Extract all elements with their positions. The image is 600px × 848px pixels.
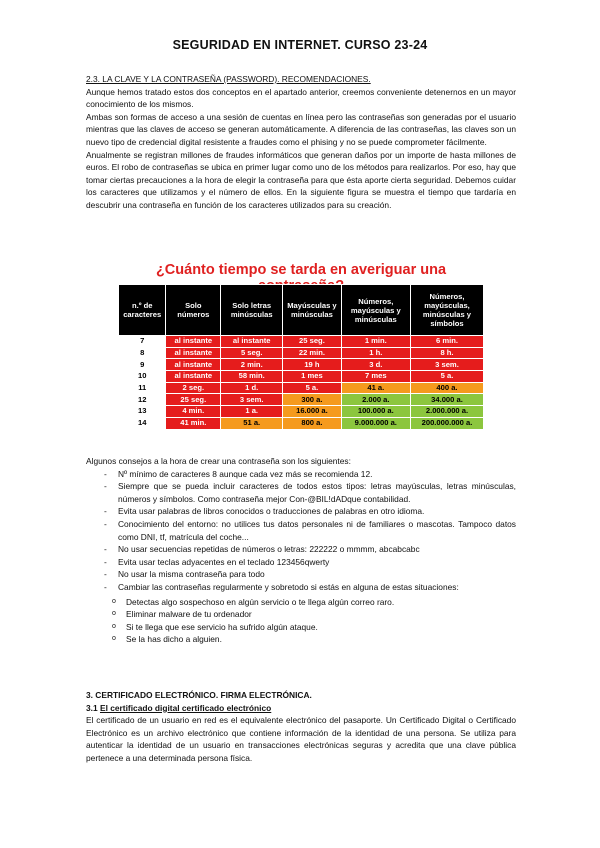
table-cell-time: 400 a.	[410, 382, 483, 394]
table-cell-chars: 9	[119, 359, 166, 371]
table-cell-chars: 11	[119, 382, 166, 394]
tip-item: - Nº mínimo de caracteres 8 aunque cada vez más se recomienda 12.	[86, 468, 516, 481]
col-header-lowercase: Solo letras minúsculas	[221, 285, 283, 336]
tip-item: - Conocimiento del entorno: no utilices tus datos personales ni de familiares o mascotas. Tampoco datos como DNI, tf, matrícula del coche...	[86, 518, 516, 543]
table-cell-chars: 12	[119, 394, 166, 406]
table-row	[119, 359, 484, 371]
table-row	[119, 336, 484, 348]
table-cell-time: 1 h.	[341, 347, 410, 359]
certificate-paragraph: El certificado de un usuario en red es el equivalente electrónico del pasaporte. Un Certificado Digital o Certificado Electrónico es un archivo electrónico que contiene información de la identidad de una persona. Se utiliza para autenticar la identidad de un usuario en transacciones electrónicas seguras y acredita que una clave pública pertenece a una determinada persona física.	[86, 715, 516, 763]
table-cell-time: 300 a.	[283, 394, 341, 406]
situation-item: o Eliminar malware de tu ordenador	[86, 608, 516, 621]
paragraph-2: Ambas son formas de acceso a una sesión de cuentas en línea pero las contraseñas son generadas por el usuario mientras que las claves de acceso se generan automáticamente. A diferencia de las contraseñas, las claves son un nuevo tipo de credencial digital resistente a fraudes como el phising y no se puede comprometer fácilmente.	[86, 111, 516, 147]
table-cell-time: 5 a.	[410, 371, 483, 383]
tip-item: - Siempre que se pueda incluir caracteres de todos estos tipos: letras mayúsculas, letras minúsculas, números y símbolos. Como contraseña mejor Con-@BIL!dADque contabilidad.	[86, 480, 516, 505]
table-row	[119, 417, 484, 429]
table-cell-time: 16.000 a.	[283, 406, 341, 418]
tip-item: - No usar secuencias repetidas de números o letras: 222222 o mmmm, abcabcabc	[86, 543, 516, 556]
table-cell-time: 25 seg.	[283, 336, 341, 348]
section-3-1-title: El certificado digital certificado electrónico	[99, 702, 272, 713]
table-cell-chars: 13	[119, 406, 166, 418]
table-cell-time: 3 d.	[341, 359, 410, 371]
table-cell-time: al instante	[166, 336, 221, 348]
table-cell-time: 800 a.	[283, 417, 341, 429]
col-header-alnum-symbols: Números, mayúsculas, minúsculas y símbolos	[410, 285, 483, 336]
paragraph-3: Anualmente se registran millones de fraudes informáticos que generan daños por un importe de hasta millones de euros. El robo de contraseñas se ubica en primer lugar como uno de los métodos para realizarlos. Por eso, hay que tomar ciertas precauciones a la hora de elegir la contraseña para que ésta aporte cierta seguridad. Debemos cuidar los caracteres que utilizamos y el número de ellos. En la siguiente figura se muestra el tiempo que tardaría en descubrir una contraseña en función de los caracteres utilizados para su creación.	[86, 149, 516, 210]
table-cell-time: 34.000 a.	[410, 394, 483, 406]
section-3-1-heading	[86, 702, 516, 715]
section-2-3	[86, 73, 516, 212]
situation-item: o Si te llega que ese servicio ha sufrido algún ataque.	[86, 621, 516, 634]
col-header-alnum: Números, mayúsculas y minúsculas	[341, 285, 410, 336]
section-2-3-heading: 2.3. LA CLAVE Y LA CONTRASEÑA (PASSWORD). RECOMENDACIONES.	[86, 74, 371, 84]
table-cell-time: 5 a.	[283, 382, 341, 394]
table-cell-time: al instante	[221, 336, 283, 348]
situation-item: o Se la has dicho a alguien.	[86, 633, 516, 646]
table-cell-time: al instante	[166, 371, 221, 383]
table-cell-chars: 14	[119, 417, 166, 429]
table-cell-time: 5 seg.	[221, 347, 283, 359]
col-header-mixed-case: Mayúsculas y minúsculas	[283, 285, 341, 336]
table-cell-time: 3 sem.	[410, 359, 483, 371]
tip-item: - Cambiar las contraseñas regularmente y sobretodo si estás en alguna de estas situaciones:	[86, 581, 516, 594]
table-cell-time: 2.000.000 a.	[410, 406, 483, 418]
table-header-row	[119, 285, 484, 336]
chart-title: ¿Cuánto tiempo se tarda en averiguar una	[155, 262, 447, 278]
table-cell-time: 1 min.	[341, 336, 410, 348]
table-cell-time: 41 a.	[341, 382, 410, 394]
table-row	[119, 406, 484, 418]
col-header-numbers: Solo números	[166, 285, 221, 336]
table-cell-time: 9.000.000 a.	[341, 417, 410, 429]
table-cell-time: 58 min.	[221, 371, 283, 383]
table-cell-time: 200.000.000 a.	[410, 417, 483, 429]
tips-intro: Algunos consejos a la hora de crear una contraseña son los siguientes:	[86, 456, 351, 466]
table-cell-time: 25 seg.	[166, 394, 221, 406]
tip-item: - No usar la misma contraseña para todo	[86, 568, 516, 581]
table-cell-time: al instante	[166, 347, 221, 359]
table-cell-time: 100.000 a.	[341, 406, 410, 418]
table-cell-time: 19 h	[283, 359, 341, 371]
table-row	[119, 347, 484, 359]
table-cell-chars: 8	[119, 347, 166, 359]
paragraph-1: Aunque hemos tratado estos dos conceptos en el apartado anterior, creemos conveniente detenernos en un mayor conocimiento de los mismos.	[86, 86, 516, 110]
table-cell-chars: 10	[119, 371, 166, 383]
table-row	[119, 394, 484, 406]
tips-section	[86, 455, 516, 646]
table-row	[119, 382, 484, 394]
table-cell-time: 3 sem.	[221, 394, 283, 406]
col-header-chars: n.º de caracteres	[119, 285, 166, 336]
table-body	[119, 336, 484, 430]
table-cell-time: 22 min.	[283, 347, 341, 359]
table-cell-time: 2 min.	[221, 359, 283, 371]
table-cell-time: 2 seg.	[166, 382, 221, 394]
situation-item: o Detectas algo sospechoso en algún servicio o te llega algún correo raro.	[86, 596, 516, 609]
tip-item: - Evita usar palabras de libros conocidos o traducciones de palabras en otro idioma.	[86, 505, 516, 518]
password-time-table	[118, 284, 484, 430]
table-cell-time: 1 d.	[221, 382, 283, 394]
table-row	[119, 371, 484, 383]
table-cell-time: 6 min.	[410, 336, 483, 348]
tips-list	[86, 468, 516, 594]
tip-item: - Evita usar teclas adyacentes en el teclado 123456qwerty	[86, 556, 516, 569]
table-cell-time: 7 mes	[341, 371, 410, 383]
table-cell-time: 41 min.	[166, 417, 221, 429]
page-title: SEGURIDAD EN INTERNET. CURSO 23-24	[172, 38, 428, 52]
section-3-heading: 3. CERTIFICADO ELECTRÓNICO. FIRMA ELECTRÓNICA.	[86, 690, 312, 700]
table-cell-time: 8 h.	[410, 347, 483, 359]
table-cell-time: 1 mes	[283, 371, 341, 383]
table-cell-chars: 7	[119, 336, 166, 348]
table-cell-time: 4 min.	[166, 406, 221, 418]
table-cell-time: al instante	[166, 359, 221, 371]
section-3	[86, 689, 516, 765]
situations-list	[86, 596, 516, 646]
section-3-1-number: 3.1	[86, 702, 98, 713]
table-cell-time: 51 a.	[221, 417, 283, 429]
table-cell-time: 1 a.	[221, 406, 283, 418]
table-cell-time: 2.000 a.	[341, 394, 410, 406]
